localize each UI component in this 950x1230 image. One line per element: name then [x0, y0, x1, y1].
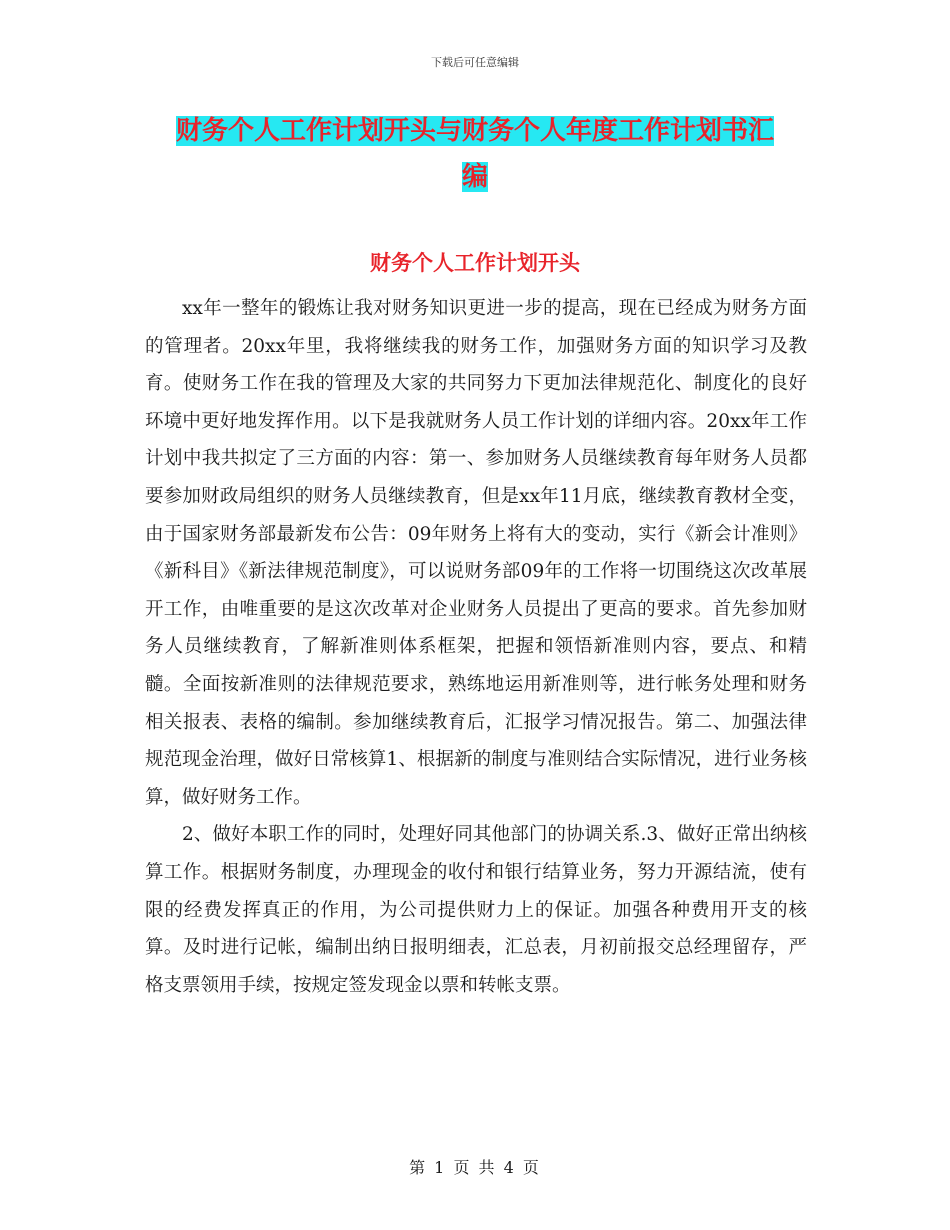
body-paragraph-1: xx年一整年的锻炼让我对财务知识更进一步的提高，现在已经成为财务方面的管理者。20xx年里，我将继续我的财务工作，加强财务方面的知识学习及教育。使财务工作在我的管理及大家的共同努力下更加法律规范化、制度化的良好环境中更好地发挥作用。以下是我就财务人员工作计划的详细内容。20xx年工作计划中我共拟定了三方面的内容：第一、参加财务人员继续教育每年财务人员都要参加财政局组织的财务人员继续教育，但是xx年11月底，继续教育教材全变，由于国家财务部最新发布公告：09年财务上将有大的变动，实行《新会计准则》《新科目》《新法律规范制度》，可以说财务部09年的工作将一切围绕这次改革展开工作，由唯重要的是这次改革对企业财务人员提出了更高的要求。首先参加财务人员继续教育，了解新准则体系框架，把握和领悟新准则内容，要点、和精髓。全面按新准则的法律规范要求，熟练地运用新准则等，进行帐务处理和财务相关报表、表格的编制。参加继续教育后，汇报学习情况报告。第二、加强法律规范现金治理，做好日常核算1、根据新的制度与准则结合实际情况，进行业务核算，做好财务工作。	[145, 298, 807, 808]
page-header-note: 下载后可任意编辑	[431, 56, 519, 69]
section-heading: 财务个人工作计划开头	[370, 250, 580, 275]
document-title-line-1: 财务个人工作计划开头与财务个人年度工作计划书汇	[175, 116, 774, 146]
document-title	[145, 108, 805, 200]
page-number-footer: 第 1 页 共 4 页	[409, 1158, 541, 1177]
document-title-line-2: 编	[461, 162, 488, 192]
document-body	[145, 290, 807, 1004]
body-paragraph-2: 2、做好本职工作的同时，处理好同其他部门的协调关系.3、做好正常出纳核算工作。根据财务制度，办理现金的收付和银行结算业务，努力开源结流，使有限的经费发挥真正的作用，为公司提供财力上的保证。加强各种费用开支的核算。及时进行记帐，编制出纳日报明细表，汇总表，月初前报交总经理留存，严格支票领用手续，按规定签发现金以票和转帐支票。	[145, 824, 807, 996]
